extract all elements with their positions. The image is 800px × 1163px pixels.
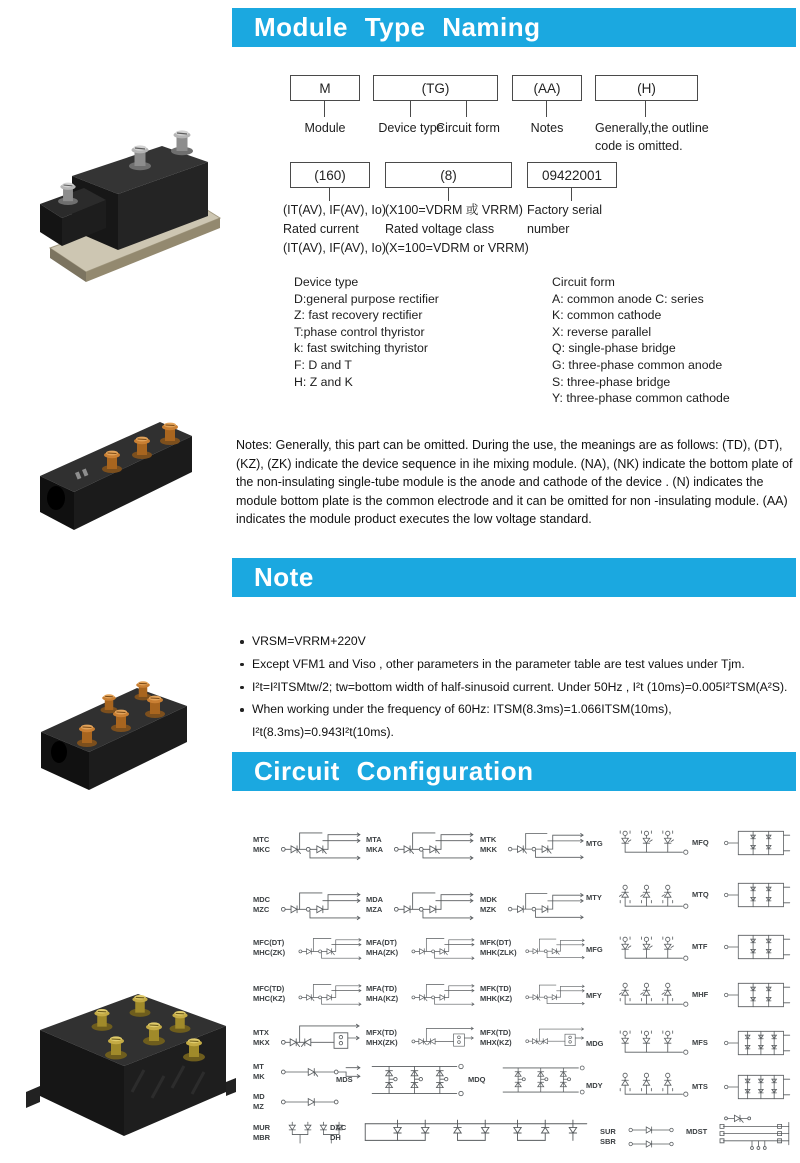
- notes-paragraph: Notes: Generally, this part can be omitted. During the use, the meanings are as follows: (TD), (DT), (KZ), (ZK) indicate the device sequence in ihe mixing module. (NA), (NK) indicate the bottom plate of the non-insulating single-tube module is the anode and cathode of the device . (N) indicates the module bottom plate is the common electrode and it can be omitted for non -insulating module. (AA) indicates the module product executes the low voltage standard.: [236, 438, 793, 526]
- list-item: I²t=I²ITSMtw/2; tw=bottom width of half-sinusoid current. Under 50Hz , I²t (10ms)=0.005I²TSM(A²S).: [238, 676, 794, 699]
- circuit-diagram: [612, 876, 694, 920]
- circuit-label: MTQ: [692, 890, 709, 900]
- list-item: Z: fast recovery rectifier: [294, 308, 423, 323]
- circuit-label: MTY: [586, 893, 602, 903]
- rated-current-line1: (IT(AV), IF(AV), Io): [283, 203, 387, 217]
- label-circuit-form: Circuit form: [436, 121, 500, 135]
- circuit-label: MFK(DT) MHK(ZLK): [480, 938, 517, 957]
- product-photo-module-2: [20, 378, 215, 563]
- circuit-label: MT MK: [253, 1062, 265, 1081]
- circuit-label: MFC(TD) MHC(KZ): [253, 984, 286, 1003]
- circuit-form-list: [552, 274, 798, 407]
- list-item: Y: three-phase common cathode: [552, 391, 730, 406]
- list-item: X: reverse parallel: [552, 324, 652, 339]
- label-module: Module: [304, 121, 346, 135]
- circuit-diagram: [279, 820, 365, 870]
- circuit-label: MTX MKX: [253, 1028, 270, 1047]
- circuit-label: MDA MZA: [366, 895, 384, 914]
- circuit-diagram: [612, 974, 694, 1018]
- note-bullet-list: [238, 630, 794, 744]
- circuit-label: DAC DH: [330, 1123, 347, 1142]
- circuit-label: MDC MZC: [253, 895, 271, 914]
- banner-circuit-configuration: Circuit Configuration: [232, 752, 796, 791]
- circuit-diagram: [392, 820, 478, 870]
- circuit-label: MTF: [692, 942, 708, 952]
- label-notes: Notes: [530, 121, 564, 135]
- list-item: S: three-phase bridge: [552, 374, 671, 389]
- circuit-label: MDST: [686, 1127, 708, 1137]
- circuit-diagram: [410, 972, 478, 1016]
- connector-line: [645, 101, 646, 117]
- connector-line: [466, 101, 467, 117]
- circuit-cell-mdq: [468, 1052, 592, 1108]
- list-item: F: D and T: [294, 357, 352, 372]
- naming-box-serial-number: 09422001: [527, 162, 617, 188]
- label-outline-line1: Generally,the outline: [595, 121, 709, 135]
- list-item: A: common anode C: series: [552, 291, 704, 306]
- list-item: G: three-phase common anode: [552, 357, 723, 372]
- circuit-cell-mdk: [480, 886, 588, 924]
- circuit-label: MFA(TD) MHA(KZ): [366, 984, 399, 1003]
- voltage-class-line2: Rated voltage class: [385, 222, 495, 236]
- circuit-label: MFY: [586, 991, 602, 1001]
- list-item: K: common cathode: [552, 308, 662, 323]
- product-photo-module-4: [12, 942, 237, 1152]
- circuit-cell-mdy: [586, 1064, 694, 1108]
- circuit-diagram: [718, 924, 796, 970]
- circuit-cell-mfg: [586, 928, 694, 972]
- circuit-diagram: [506, 886, 588, 924]
- naming-box-outline: (H): [595, 75, 698, 101]
- circuit-label: MUR MBR: [253, 1123, 271, 1142]
- circuit-diagram: [718, 820, 796, 866]
- circuit-diagram: [362, 1052, 472, 1108]
- circuit-label: MTK MKK: [480, 835, 498, 854]
- circuit-diagram: [279, 886, 365, 924]
- circuit-form-items: [552, 291, 798, 407]
- list-item: When working under the frequency of 60Hz: ITSM(8.3ms)=1.066ITSM(10ms), I²t(8.3ms)=0.943I²t(10ms).: [238, 698, 794, 744]
- list-item: VRSM=VRRM+220V: [238, 630, 794, 653]
- circuit-cell-mdst: [686, 1104, 800, 1160]
- circuit-label: MFG: [586, 945, 603, 955]
- device-type-items: [294, 291, 534, 391]
- circuit-diagram: [356, 1112, 596, 1154]
- circuit-cell-mtk: [480, 820, 588, 870]
- circuit-diagram: [392, 886, 478, 924]
- circuit-diagram: [718, 1020, 796, 1066]
- list-item: k: fast switching thyristor: [294, 341, 428, 356]
- circuit-cell-mds: [336, 1052, 472, 1108]
- circuit-form-title: Circuit form: [552, 275, 615, 289]
- list-item: H: Z and K: [294, 374, 353, 389]
- circuit-label: MFA(DT) MHA(ZK): [366, 938, 399, 957]
- circuit-label: MFX(TD) MHX(ZK): [366, 1028, 398, 1047]
- circuit-label: MD MZ: [253, 1092, 265, 1111]
- circuit-diagram: [524, 928, 588, 968]
- circuit-cell-mfa_td: [366, 972, 478, 1016]
- circuit-label: MHF: [692, 990, 709, 1000]
- circuit-label: MDG: [586, 1039, 604, 1049]
- circuit-cell-dac: [330, 1112, 596, 1154]
- banner-note: Note: [232, 558, 796, 597]
- circuit-label: MDK MZK: [480, 895, 498, 914]
- serial-number-line1: Factory serial: [527, 203, 603, 217]
- circuit-label: MFQ: [692, 838, 709, 848]
- circuit-cell-mfk_dt: [480, 928, 588, 968]
- circuit-label: MTA MKA: [366, 835, 384, 854]
- naming-box-voltage-class: (8): [385, 162, 512, 188]
- circuit-cell-mfq: [692, 820, 796, 866]
- circuit-diagram: [718, 872, 796, 918]
- circuit-cell-mhf: [692, 972, 796, 1018]
- circuit-cell-mdc: [253, 886, 365, 924]
- naming-box-notes: (AA): [512, 75, 582, 101]
- circuit-cell-sur: [600, 1116, 696, 1158]
- rated-current-line2: Rated current: [283, 222, 359, 236]
- circuit-diagram: [612, 822, 694, 866]
- circuit-diagram: [612, 1064, 694, 1108]
- circuit-label: MTC MKC: [253, 835, 271, 854]
- naming-box-device-type: (TG): [373, 75, 498, 101]
- banner-module-type-naming: Module Type Naming: [232, 8, 796, 47]
- list-item: D:general purpose rectifier: [294, 291, 439, 306]
- voltage-class-line1: (X100=VDRM 或 VRRM): [385, 203, 523, 217]
- device-type-list: [294, 274, 534, 390]
- circuit-diagram: [506, 820, 588, 870]
- circuit-cell-mtq: [692, 872, 796, 918]
- circuit-diagram: [718, 972, 796, 1018]
- circuit-cell-mfs: [692, 1020, 796, 1066]
- circuit-label: MDQ: [468, 1075, 486, 1085]
- label-outline-line2: code is omitted.: [595, 139, 683, 153]
- circuit-label: MDS: [336, 1075, 353, 1085]
- circuit-diagram: [297, 928, 365, 968]
- circuit-cell-mfk_td: [480, 972, 588, 1016]
- circuit-cell-mfc_dt: [253, 928, 365, 968]
- circuit-label: SUR SBR: [600, 1127, 616, 1146]
- circuit-cell-mdg: [586, 1022, 694, 1066]
- circuit-diagram: [612, 928, 694, 972]
- connector-line: [546, 101, 547, 117]
- circuit-label: MFS: [692, 1038, 708, 1048]
- circuit-cell-mty: [586, 876, 694, 920]
- label-device-type: Device type: [378, 121, 444, 135]
- naming-box-rated-current: (160): [290, 162, 370, 188]
- circuit-diagram: [297, 972, 365, 1016]
- product-photo-module-1: [12, 58, 232, 298]
- product-photo-module-3: [25, 658, 210, 808]
- list-item: Except VFM1 and Viso , other parameters in the parameter table are test values under Tjm.: [238, 653, 794, 676]
- device-type-title: Device type: [294, 275, 359, 289]
- connector-line: [448, 188, 449, 201]
- connector-line: [324, 101, 325, 117]
- circuit-diagram: [524, 972, 588, 1016]
- list-item: T:phase control thyristor: [294, 324, 425, 339]
- naming-box-module: M: [290, 75, 360, 101]
- circuit-label: MTG: [586, 839, 603, 849]
- circuit-label: MTS: [692, 1082, 708, 1092]
- circuit-cell-mda: [366, 886, 478, 924]
- rated-current-line3: (IT(AV), IF(AV), Io): [283, 241, 387, 255]
- circuit-cell-mtc: [253, 820, 365, 870]
- circuit-label: MFC(DT) MHC(ZK): [253, 938, 286, 957]
- circuit-diagram: [494, 1052, 592, 1108]
- connector-line: [571, 188, 572, 201]
- list-item: Q: single-phase bridge: [552, 341, 676, 356]
- serial-number-line2: number: [527, 222, 570, 236]
- circuit-cell-mfy: [586, 974, 694, 1018]
- circuit-cell-mtg: [586, 822, 694, 866]
- circuit-label: MDY: [586, 1081, 603, 1091]
- circuit-cell-mfa_dt: [366, 928, 478, 968]
- connector-line: [329, 188, 330, 201]
- circuit-cell-mta: [366, 820, 478, 870]
- circuit-cell-mtf: [692, 924, 796, 970]
- voltage-class-line3: (X=100=VDRM or VRRM): [385, 241, 529, 255]
- circuit-diagram: [612, 1022, 694, 1066]
- circuit-cell-mfc_td: [253, 972, 365, 1016]
- circuit-label: MFK(TD) MHK(KZ): [480, 984, 513, 1003]
- circuit-diagram: [712, 1104, 800, 1160]
- circuit-diagram: [410, 928, 478, 968]
- circuit-label: MFX(TD) MHX(KZ): [480, 1028, 512, 1047]
- connector-line: [410, 101, 411, 117]
